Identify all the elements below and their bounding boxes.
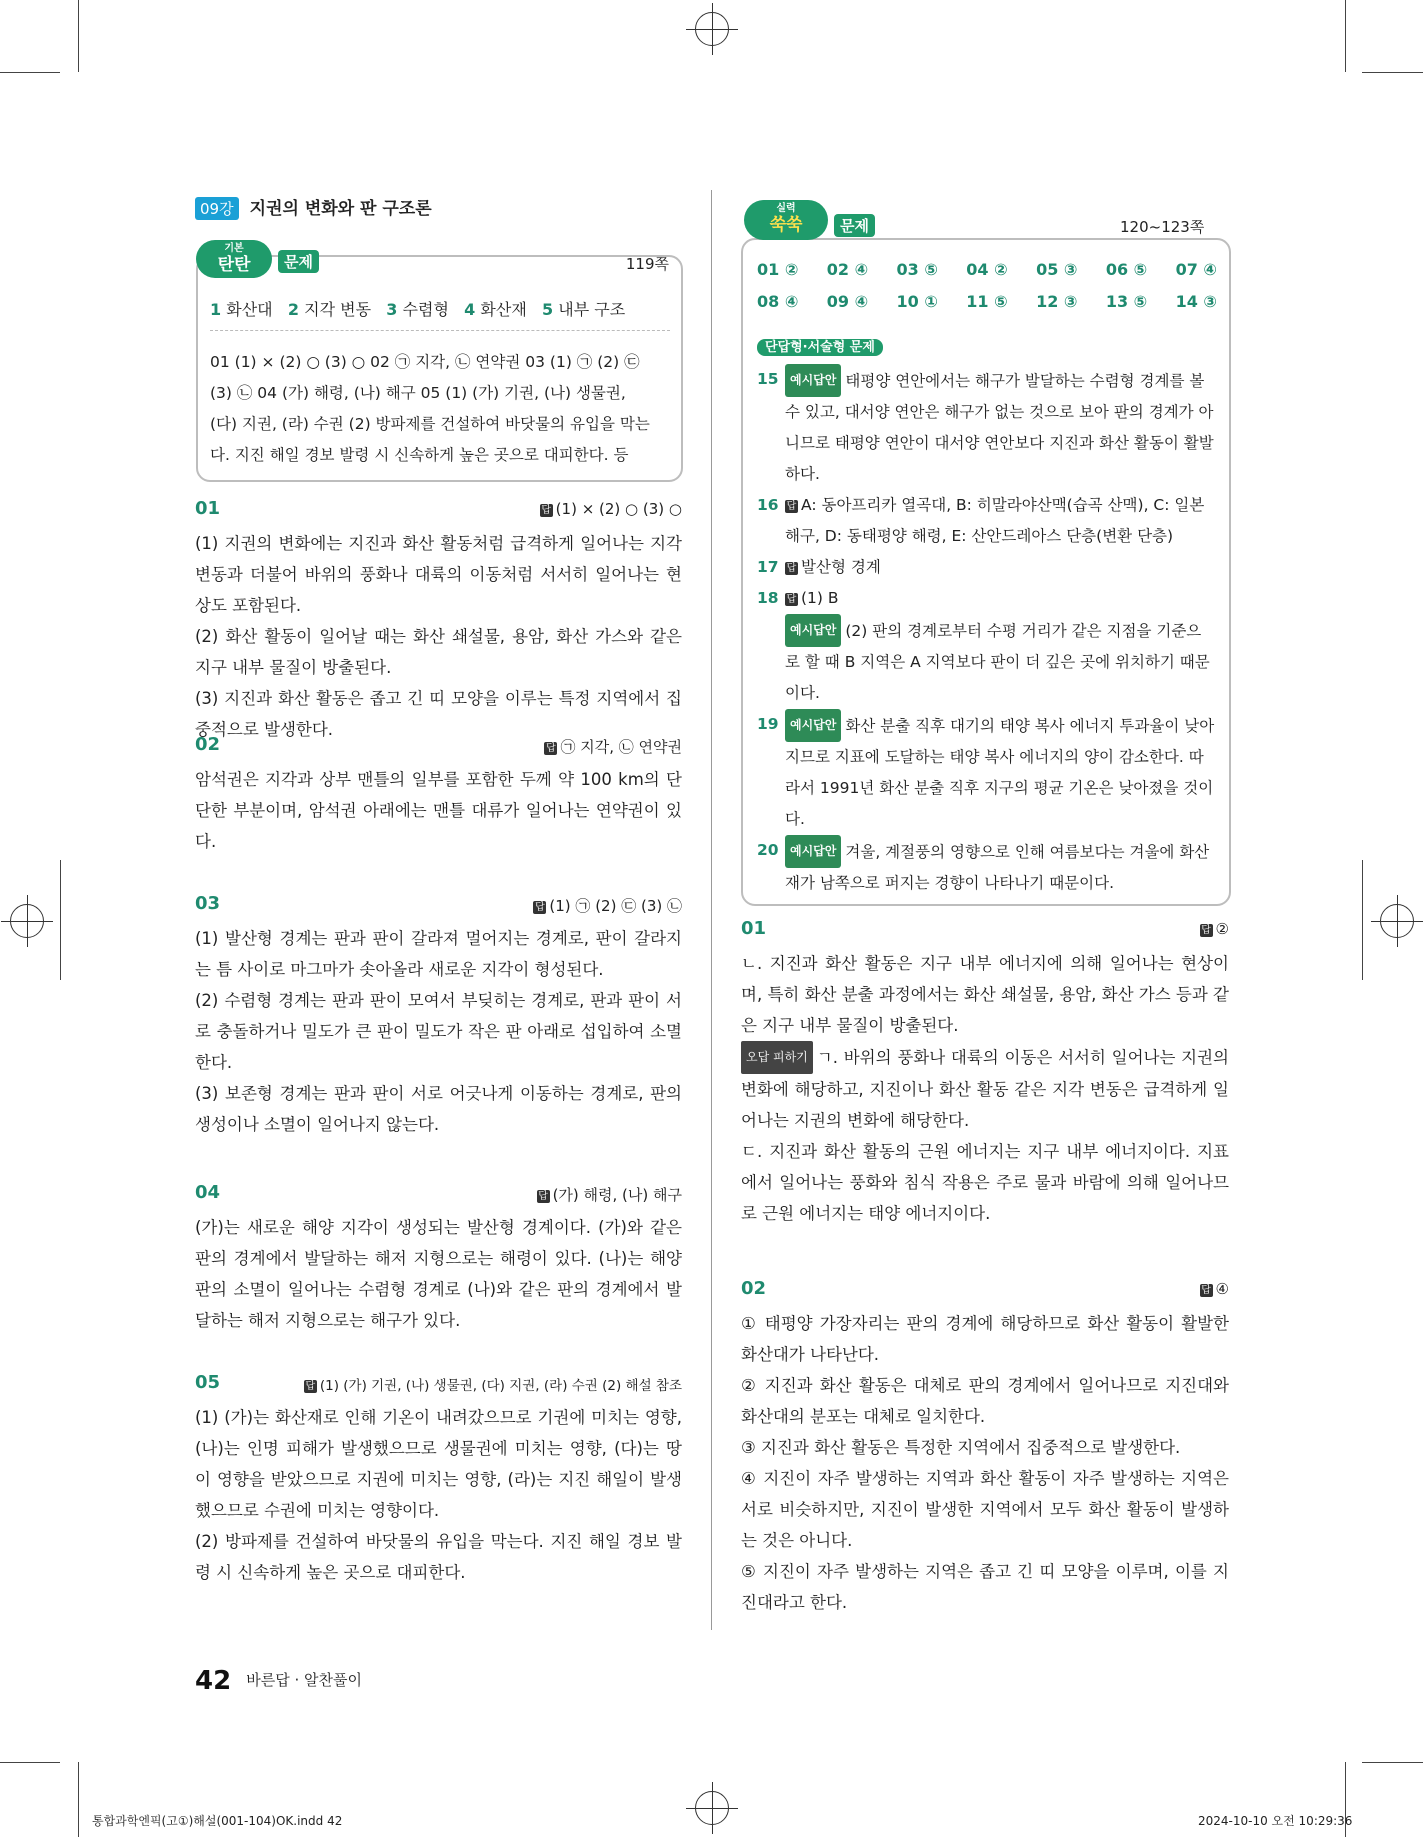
concept-row: 1 화산대 2 지각 변동 3 수렴형 4 화산재 5 내부 구조 (210, 297, 670, 331)
registration-mark (695, 1791, 729, 1825)
page-reference: 119쪽 (625, 255, 669, 273)
basic-problem-box (196, 255, 683, 482)
timestamp: 2024-10-10 오전 10:29:36 (1198, 1814, 1353, 1828)
question-04: 04 답 (가) 해령, (나) 해구 (가)는 새로운 해양 지각이 생성되는 발산형 경계이다. (가)와 같은 판의 경계에서 발달하는 해저 지형으로는 해령이 있다. (나)는 해양판의 소멸이 일어나는 수렴형 경계로 (나)와 같은 판의 경계에서 발달하는 해저 지형으로는 해구가 있다. (195, 1182, 682, 1330)
answer-grid: 01 ② 02 ④ 03 ⑤ 04 ② 05 ③ 06 ⑤ 07 ④ 08 ④ 09 ④ 10 ① 11 ⑤ 12 ③ 13 ⑤ 14 ③ (757, 260, 1217, 311)
left-answers (195, 498, 682, 1588)
right-answers (741, 918, 1229, 1618)
crop-mark (0, 72, 60, 73)
column-divider (711, 190, 712, 1630)
item-18: 18 답 (1) B 예시답안 (2) 판의 경계로부터 수평 거리가 같은 지점을 기준으로 할 때 B 지역은 A 지역보다 판이 더 깊은 곳에 위치하기 때문이다. (757, 589, 1210, 702)
crop-mark (1362, 72, 1423, 73)
section-label: 단답형·서술형 문제 (757, 339, 883, 356)
basic-answer-line: (3) ㉡ 04 (가) 해령, (나) 해구 05 (1) (가) 기권, (나) 생물권, (210, 384, 626, 402)
item-19: 19 예시답안 화산 분출 직후 대기의 태양 복사 에너지 투과율이 낮아지므로 지표에 도달하는 태양 복사 에너지의 양이 감소한다. 따라서 1991년 화산 분출 직후 지구의 평균 기온은 낮아졌을 것이다. (757, 709, 1215, 835)
basic-answer-line: 다. 지진 해일 경보 발령 시 신속하게 높은 곳으로 대피한다. 등 (210, 446, 629, 464)
crop-mark (0, 1762, 60, 1763)
crop-mark (1362, 860, 1363, 980)
lecture-tag: 09강 (195, 197, 239, 220)
short-answer-list (757, 364, 1215, 899)
crop-mark (1362, 1762, 1423, 1763)
crop-mark (78, 1762, 79, 1837)
item-17: 17 답 발산형 경계 (757, 558, 881, 576)
question-right-01: 01 답 ② ㄴ. 지진과 화산 활동은 지구 내부 에너지에 의해 일어나는 현상이며, 특히 화산 분출 과정에서는 화산 쇄설물, 용암, 화산 가스 등과 같은 지구 내부 물질이 방출된다. 오답 피하기 ㄱ. 바위의 풍화나 대륙의 이동은 서서히 일어나는 지권의 변화에 해당하고, 지진이나 화산 활동 같은 지각 변동은 급격하게 일어나는 지권의 변화에 해당한다. ㄷ. 지진과 화산 활동의 근원 에너지는 지구 내부 에너지이다. 지표에서 일어나는 풍화와 침식 작용은 주로 물과 바람에 의해 일어나므로 근원 에너지는 태양 에너지이다. (741, 918, 1229, 1223)
registration-mark (10, 904, 44, 938)
crop-mark (78, 0, 79, 72)
lecture-header (195, 194, 432, 220)
lecture-title: 지권의 변화와 판 구조론 (249, 199, 432, 219)
file-info: 통합과학엔픽(고①)해설(001-104)OK.indd 42 (92, 1814, 343, 1828)
registration-mark (1380, 904, 1414, 938)
basic-answers (210, 347, 672, 471)
page-footer (195, 1666, 362, 1696)
footer-label: 바른답 · 알찬풀이 (246, 1671, 363, 1689)
registration-mark (695, 12, 729, 46)
question-05: 05 답 (1) (가) 기권, (나) 생물권, (다) 지권, (라) 수권 (2) 해설 참조 (1) (가)는 화산재로 인해 기온이 내려갔으므로 기권에 미치는 영향, (나)는 인명 피해가 발생했으므로 생물권에 미치는 영향, (다)는 땅이 영향을 받았으므로 지권에 미치는 영향, (라)는 지진 해일이 발생했으므로 수권에 미치는 영향이다. (2) 방파제를 건설하여 바닷물의 유입을 막는다. 지진 해일 경보 발령 시 신속하게 높은 곳으로 대피한다. (195, 1372, 682, 1582)
item-16: 16 답 A: 동아프리카 열곡대, B: 히말라야산맥(습곡 산맥), C: 일본 해구, D: 동태평양 해령, E: 산안드레아스 단층(변환 단층) (757, 496, 1205, 545)
skill-problem-box (741, 238, 1231, 906)
item-20: 20 예시답안 겨울, 계절풍의 영향으로 인해 여름보다는 겨울에 화산재가 남쪽으로 퍼지는 경향이 나타나기 때문이다. (757, 835, 1215, 899)
item-15: 15 예시답안 태평양 연안에서는 해구가 발달하는 수렴형 경계를 볼 수 있고, 대서양 연안은 해구가 없는 것으로 보아 판의 경계가 아니므로 태평양 연안이 대서양 연안보다 지진과 화산 활동이 활발하다. (757, 364, 1215, 490)
crop-mark (60, 860, 61, 980)
question-01: 01 답 (1) × (2) ○ (3) ○ (1) 지권의 변화에는 지진과 화산 활동처럼 급격하게 일어나는 지각 변동과 더불어 바위의 풍화나 대륙의 이동처럼 서서히 일어나는 현상도 포함된다. (2) 화산 활동이 일어날 때는 화산 쇄설물, 용암, 화산 가스와 같은 지구 내부 물질이 방출된다. (3) 지진과 화산 활동은 좁고 긴 띠 모양을 이루는 특정 지역에서 집중적으로 발생한다. (195, 498, 682, 739)
question-right-02: 02 답 ④ ① 태평양 가장자리는 판의 경계에 해당하므로 화산 활동이 활발한 화산대가 나타난다. ② 지진과 화산 활동은 대체로 판의 경계에서 일어나므로 지진대와 화산대의 분포는 대체로 일치한다. ③ 지진과 화산 활동은 특정한 지역에서 집중적으로 발생한다. ④ 지진이 자주 발생하는 지역과 화산 활동이 자주 발생하는 지역은 서로 비슷하지만, 지진이 발생한 지역에서 모두 화산 활동이 발생하는 것은 아니다. ⑤ 지진이 자주 발생하는 지역은 좁고 긴 띠 모양을 이루며, 이를 지진대라고 한다. (741, 1278, 1229, 1612)
basic-answer-line: (다) 지권, (라) 수권 (2) 방파제를 건설하여 바닷물의 유입을 막는 (210, 415, 650, 433)
wrong-answer-label: 오답 피하기 (741, 1041, 813, 1074)
page-reference: 120~123쪽 (1120, 218, 1205, 236)
page-number: 42 (195, 1666, 232, 1696)
question-02: 02 답 ㉠ 지각, ㉡ 연약권 암석권은 지각과 상부 맨틀의 일부를 포함한 두께 약 100 km의 단단한 부분이며, 암석권 아래에는 맨틀 대류가 일어나는 연약권이 있다. (195, 734, 682, 851)
question-03: 03 답 (1) ㉠ (2) ㉢ (3) ㉡ (1) 발산형 경계는 판과 판이 갈라져 멀어지는 경계로, 판이 갈라지는 틈 사이로 마그마가 솟아올라 새로운 지각이 형성된다. (2) 수렴형 경계는 판과 판이 모여서 부딪히는 경계로, 판과 판이 서로 충돌하거나 밀도가 큰 판이 밀도가 작은 판 아래로 섭입하여 소멸한다. (3) 보존형 경계는 판과 판이 서로 어긋나게 이동하는 경계로, 판의 생성이나 소멸이 일어나지 않는다. (195, 893, 682, 1134)
basic-answer-line: 01 (1) × (2) ○ (3) ○ 02 ㉠ 지각, ㉡ 연약권 03 (1) ㉠ (2) ㉢ (210, 353, 640, 371)
crop-mark (1345, 0, 1346, 72)
